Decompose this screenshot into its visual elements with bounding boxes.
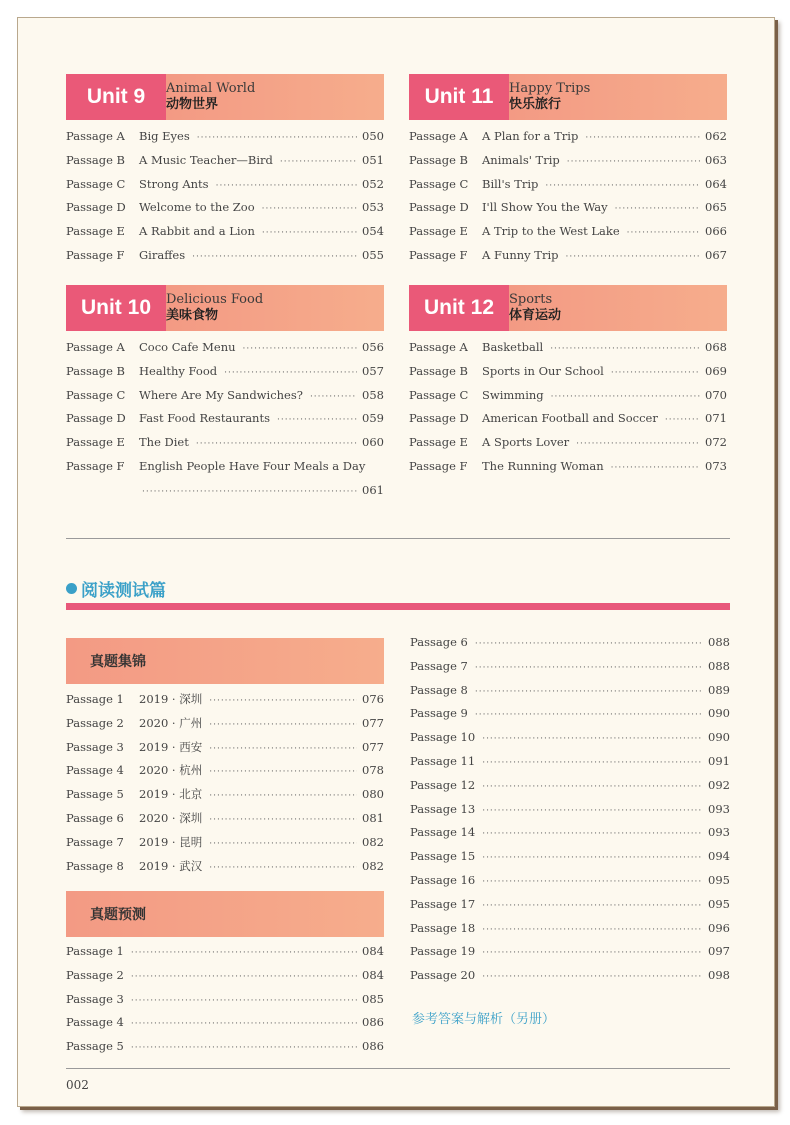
page-ref: 086	[362, 1015, 384, 1030]
leader-dots	[243, 344, 357, 354]
unit-title-zh: 快乐旅行	[509, 97, 562, 112]
toc-entry-continuation[interactable]	[66, 483, 384, 507]
toc-entry[interactable]	[66, 177, 384, 201]
toc-entry[interactable]	[66, 858, 384, 882]
page-ref: 076	[362, 692, 384, 706]
unit-title-zh: 体育运动	[509, 308, 562, 323]
footer-divider	[66, 1068, 730, 1069]
passage-title: A Funny Trip	[482, 247, 559, 262]
leader-dots	[482, 948, 703, 958]
passage-label: Passage E	[409, 435, 468, 450]
unit-11-block	[409, 74, 727, 272]
toc-entry[interactable]	[409, 177, 727, 201]
sub-header: 真题集锦	[66, 638, 384, 684]
passage-title: Where Are My Sandwiches?	[139, 387, 303, 402]
passage-label: Passage A	[409, 340, 468, 354]
leader-dots	[482, 853, 703, 863]
leader-dots	[475, 710, 703, 720]
leader-dots	[209, 696, 357, 706]
toc-entry[interactable]	[409, 153, 727, 177]
passage-label: Passage E	[66, 435, 125, 450]
leader-dots	[209, 815, 357, 825]
page-ref: 061	[362, 482, 384, 497]
leader-dots	[627, 228, 700, 238]
passage-label: Passage C	[66, 176, 126, 191]
toc-entry[interactable]	[66, 411, 384, 435]
toc-entry[interactable]	[66, 944, 384, 968]
leader-dots	[585, 133, 700, 143]
passage-label: Passage 4	[66, 1015, 124, 1030]
passage-label: Passage 8	[410, 682, 468, 697]
toc-entry[interactable]	[409, 129, 727, 153]
passage-title: A Trip to the West Lake	[482, 224, 620, 239]
leader-dots	[277, 415, 357, 425]
passage-title: A Rabbit and a Lion	[139, 224, 255, 239]
passage-label: Passage E	[409, 224, 468, 239]
passage-label: Passage 17	[410, 896, 476, 911]
page-ref: 086	[362, 1039, 384, 1054]
leader-dots	[551, 392, 700, 402]
passage-label: Passage 16	[410, 872, 476, 887]
passage-label: Passage B	[66, 152, 126, 167]
leader-dots	[550, 344, 700, 354]
unit-title	[509, 285, 727, 331]
leader-dots	[131, 1043, 357, 1053]
leader-dots	[310, 392, 357, 402]
passage-label: Passage 2	[66, 715, 124, 730]
page-ref: 073	[705, 458, 727, 473]
leader-dots	[196, 439, 357, 449]
page-ref: 090	[708, 730, 730, 745]
passage-title: The Diet	[139, 435, 189, 450]
leader-dots	[209, 791, 357, 801]
toc-entry[interactable]	[410, 659, 730, 683]
leader-dots	[142, 487, 357, 497]
page-ref: 090	[708, 706, 730, 721]
passage-label: Passage C	[66, 387, 126, 402]
toc-entry[interactable]	[66, 691, 384, 715]
passage-label: Passage B	[409, 363, 469, 378]
toc-entry[interactable]	[409, 411, 727, 435]
leader-dots	[475, 663, 703, 673]
page-ref: 065	[705, 200, 727, 215]
unit-title-zh: 美味食物	[166, 308, 219, 323]
passage-label: Passage D	[66, 411, 126, 426]
passage-title: I'll Show You the Way	[482, 200, 608, 215]
unit-label: Unit 11	[409, 74, 509, 120]
toc-entry[interactable]	[409, 435, 727, 459]
leader-dots	[545, 181, 700, 191]
toc-entry[interactable]	[410, 754, 730, 778]
passage-title: 2019 · 武汉	[139, 858, 203, 873]
passage-list	[66, 129, 384, 272]
toc-entry[interactable]	[409, 200, 727, 224]
page-ref: 054	[362, 224, 384, 239]
passage-label: Passage 19	[410, 944, 476, 959]
leader-dots	[566, 252, 700, 262]
page-ref: 092	[708, 777, 730, 792]
leader-dots	[576, 439, 700, 449]
leader-dots	[665, 415, 700, 425]
toc-entry[interactable]	[66, 834, 384, 858]
passage-label: Passage 7	[410, 658, 468, 673]
passage-label: Passage 5	[66, 787, 124, 802]
toc-entry[interactable]	[66, 992, 384, 1016]
passage-label: Passage 6	[66, 810, 124, 825]
toc-entry[interactable]	[410, 706, 730, 730]
unit-label: Unit 9	[66, 74, 166, 120]
page-ref: 053	[362, 200, 384, 215]
passage-label: Passage B	[66, 363, 126, 378]
passage-title: Fast Food Restaurants	[139, 411, 270, 426]
page-ref: 077	[362, 739, 384, 754]
passage-title: 2020 · 广州	[139, 715, 203, 730]
passage-label: Passage 7	[66, 834, 124, 849]
page-ref: 070	[705, 387, 727, 402]
leader-dots	[209, 744, 357, 754]
toc-entry[interactable]	[409, 340, 727, 364]
passage-label: Passage F	[409, 247, 468, 262]
passage-title: Basketball	[482, 340, 544, 354]
passage-title: Healthy Food	[139, 363, 218, 378]
page-ref: 072	[705, 435, 727, 450]
passage-label: Passage 18	[410, 920, 476, 935]
passage-label: Passage F	[66, 458, 125, 473]
passage-label: Passage D	[409, 411, 469, 426]
page-ref: 093	[708, 801, 730, 816]
page-ref: 059	[362, 411, 384, 426]
toc-entry[interactable]	[66, 968, 384, 992]
page-ref: 097	[708, 944, 730, 959]
toc-entry[interactable]	[410, 968, 730, 992]
leader-dots	[209, 839, 357, 849]
toc-entry[interactable]	[66, 364, 384, 388]
passage-title: 2019 · 北京	[139, 787, 203, 802]
zhenti-yuce-block	[66, 891, 384, 1063]
passage-label: Passage 10	[410, 730, 476, 745]
passage-title: The Running Woman	[482, 458, 604, 473]
answer-key-link[interactable]: 参考答案与解析（另册）	[412, 1012, 556, 1027]
page-ref: 058	[362, 387, 384, 402]
page-ref: 050	[362, 129, 384, 143]
page-ref: 068	[705, 340, 727, 354]
page-ref: 051	[362, 152, 384, 167]
passage-label: Passage 14	[410, 825, 476, 840]
leader-dots	[567, 157, 700, 167]
unit-header	[409, 74, 727, 120]
passage-label: Passage B	[409, 152, 469, 167]
unit-title	[166, 285, 384, 331]
section-title	[66, 576, 166, 601]
leader-dots	[482, 734, 703, 744]
unit-title-en: Happy Trips	[509, 81, 591, 96]
toc-entry[interactable]	[66, 1015, 384, 1039]
passage-label: Passage F	[66, 247, 125, 262]
leader-dots	[224, 368, 357, 378]
toc-entry[interactable]	[410, 825, 730, 849]
toc-entry[interactable]	[66, 153, 384, 177]
section-bar	[66, 603, 730, 610]
passage-title: A Music Teacher—Bird	[139, 152, 273, 167]
leader-dots	[482, 829, 703, 839]
leader-dots	[131, 948, 357, 958]
page-ref: 060	[362, 435, 384, 450]
toc-entry[interactable]	[66, 435, 384, 459]
page-ref: 067	[705, 247, 727, 262]
leader-dots	[482, 925, 703, 935]
page-ref: 096	[708, 920, 730, 935]
toc-entry[interactable]	[66, 248, 384, 272]
page-ref: 069	[705, 363, 727, 378]
leader-dots	[611, 463, 700, 473]
toc-entry[interactable]	[410, 683, 730, 707]
page-ref: 063	[705, 152, 727, 167]
unit-title-en: Sports	[509, 292, 553, 307]
passage-label: Passage 20	[410, 968, 476, 983]
page-ref: 064	[705, 176, 727, 191]
page-ref: 084	[362, 967, 384, 982]
leader-dots	[482, 806, 703, 816]
passage-label: Passage 2	[66, 967, 124, 982]
bullet-dot-icon	[66, 583, 77, 594]
page-ref: 088	[708, 635, 730, 649]
toc-entry[interactable]	[66, 388, 384, 412]
leader-dots	[131, 996, 357, 1006]
toc-entry[interactable]	[410, 944, 730, 968]
toc-entry[interactable]	[409, 364, 727, 388]
leader-dots	[280, 157, 357, 167]
page-ref: 052	[362, 176, 384, 191]
unit-9-block	[66, 74, 384, 272]
passage-label: Passage 6	[410, 635, 468, 649]
leader-dots	[216, 181, 357, 191]
page-ref: 071	[705, 411, 727, 426]
passage-label: Passage 13	[410, 801, 476, 816]
leader-dots	[131, 972, 357, 982]
toc-entry[interactable]	[410, 921, 730, 945]
passage-label: Passage 8	[66, 858, 124, 873]
passage-title: English People Have Four Meals a Day	[139, 458, 366, 473]
toc-entry[interactable]	[409, 248, 727, 272]
more-passages-list	[410, 635, 730, 992]
toc-entry[interactable]	[66, 810, 384, 834]
unit-label: Unit 10	[66, 285, 166, 331]
passage-label: Passage 1	[66, 692, 124, 706]
passage-label: Passage A	[66, 340, 125, 354]
leader-dots	[262, 228, 357, 238]
unit-label: Unit 12	[409, 285, 509, 331]
leader-dots	[482, 782, 703, 792]
leader-dots	[209, 720, 357, 730]
unit-title	[166, 74, 384, 120]
passage-list	[66, 944, 384, 1063]
leader-dots	[615, 204, 700, 214]
page-ref: 080	[362, 787, 384, 802]
toc-entry[interactable]	[66, 200, 384, 224]
passage-title: 2020 · 杭州	[139, 763, 203, 778]
page-ref: 078	[362, 763, 384, 778]
passage-title: 2020 · 深圳	[139, 810, 203, 825]
leader-dots	[262, 204, 357, 214]
leader-dots	[475, 639, 703, 649]
passage-list	[66, 340, 384, 507]
toc-entry[interactable]	[66, 459, 384, 483]
passage-title: Big Eyes	[139, 129, 190, 143]
unit-header	[66, 74, 384, 120]
toc-entry[interactable]	[66, 224, 384, 248]
passage-label: Passage C	[409, 176, 469, 191]
toc-entry[interactable]	[410, 778, 730, 802]
passage-title: Swimming	[482, 387, 544, 402]
passage-title: Strong Ants	[139, 176, 209, 191]
passage-label: Passage 5	[66, 1039, 124, 1054]
toc-entry[interactable]	[409, 388, 727, 412]
passage-label: Passage 12	[410, 777, 476, 792]
leader-dots	[475, 687, 703, 697]
unit-header	[66, 285, 384, 331]
toc-entry[interactable]	[409, 224, 727, 248]
page-ref: 094	[708, 849, 730, 864]
toc-entry[interactable]	[66, 739, 384, 763]
zhenti-jijin-block	[66, 638, 384, 881]
passage-title: Animals' Trip	[482, 152, 560, 167]
page-ref: 088	[708, 658, 730, 673]
leader-dots	[482, 901, 703, 911]
passage-label: Passage 1	[66, 944, 124, 958]
sub-header: 真题预测	[66, 891, 384, 937]
unit-title-zh: 动物世界	[166, 97, 219, 112]
leader-dots	[131, 1019, 357, 1029]
passage-label: Passage 4	[66, 763, 124, 778]
passage-title: 2019 · 深圳	[139, 692, 203, 706]
passage-list	[409, 340, 727, 483]
leader-dots	[192, 252, 357, 262]
passage-label: Passage D	[409, 200, 469, 215]
section-title-text: 阅读测试篇	[81, 581, 166, 601]
passage-title: Sports in Our School	[482, 363, 604, 378]
toc-entry[interactable]	[410, 873, 730, 897]
toc-entry[interactable]	[409, 459, 727, 483]
page-ref: 057	[362, 363, 384, 378]
passage-title: A Sports Lover	[482, 435, 570, 450]
page-ref: 085	[362, 991, 384, 1006]
passage-title: Bill's Trip	[482, 176, 539, 191]
leader-dots	[197, 133, 357, 143]
leader-dots	[482, 877, 703, 887]
passage-label: Passage 9	[410, 706, 468, 721]
passage-list	[409, 129, 727, 272]
page-ref: 091	[708, 753, 730, 768]
passage-title: American Football and Soccer	[482, 411, 658, 426]
page-number: 002	[66, 1078, 89, 1092]
page-ref: 082	[362, 834, 384, 849]
page-ref: 095	[708, 872, 730, 887]
passage-label: Passage 15	[410, 849, 476, 864]
page-ref: 062	[705, 129, 727, 143]
passage-title: 2019 · 西安	[139, 739, 203, 754]
toc-entry[interactable]	[66, 340, 384, 364]
passage-title: 2019 · 昆明	[139, 834, 203, 849]
toc-entry[interactable]	[66, 762, 384, 786]
passage-title: Welcome to the Zoo	[139, 200, 255, 215]
page-ref: 077	[362, 715, 384, 730]
book-page	[17, 17, 775, 1107]
passage-label: Passage E	[66, 224, 125, 239]
toc-entry[interactable]	[66, 715, 384, 739]
unit-title-en: Delicious Food	[166, 292, 264, 307]
leader-dots	[611, 368, 700, 378]
leader-dots	[209, 863, 357, 873]
page-ref: 082	[362, 858, 384, 873]
leader-dots	[209, 767, 357, 777]
toc-entry[interactable]	[66, 129, 384, 153]
passage-title: Coco Cafe Menu	[139, 340, 236, 354]
passage-label: Passage 11	[410, 753, 476, 768]
passage-list	[66, 691, 384, 881]
unit-title-en: Animal World	[166, 81, 256, 96]
passage-label: Passage A	[66, 129, 125, 143]
toc-entry[interactable]	[410, 635, 730, 659]
unit-title	[509, 74, 727, 120]
page-ref: 098	[708, 968, 730, 983]
passage-label: Passage A	[409, 129, 468, 143]
passage-label: Passage 3	[66, 991, 124, 1006]
passage-label: Passage C	[409, 387, 469, 402]
page-ref: 093	[708, 825, 730, 840]
leader-dots	[482, 758, 703, 768]
unit-header	[409, 285, 727, 331]
page-ref: 084	[362, 944, 384, 958]
divider-line	[66, 538, 730, 539]
passage-title: A Plan for a Trip	[482, 129, 579, 143]
passage-label: Passage 3	[66, 739, 124, 754]
passage-label: Passage F	[409, 458, 468, 473]
toc-entry[interactable]	[410, 802, 730, 826]
page-ref: 066	[705, 224, 727, 239]
page-ref: 089	[708, 682, 730, 697]
page-ref: 095	[708, 896, 730, 911]
toc-entry[interactable]	[410, 849, 730, 873]
toc-entry[interactable]	[66, 786, 384, 810]
passage-title: Giraffes	[139, 247, 186, 262]
passage-label: Passage D	[66, 200, 126, 215]
unit-12-block	[409, 285, 727, 483]
toc-entry[interactable]	[410, 730, 730, 754]
page-ref: 056	[362, 340, 384, 354]
toc-entry[interactable]	[66, 1039, 384, 1063]
page-ref: 081	[362, 810, 384, 825]
unit-10-block	[66, 285, 384, 507]
page-ref: 055	[362, 247, 384, 262]
leader-dots	[482, 972, 703, 982]
toc-entry[interactable]	[410, 897, 730, 921]
